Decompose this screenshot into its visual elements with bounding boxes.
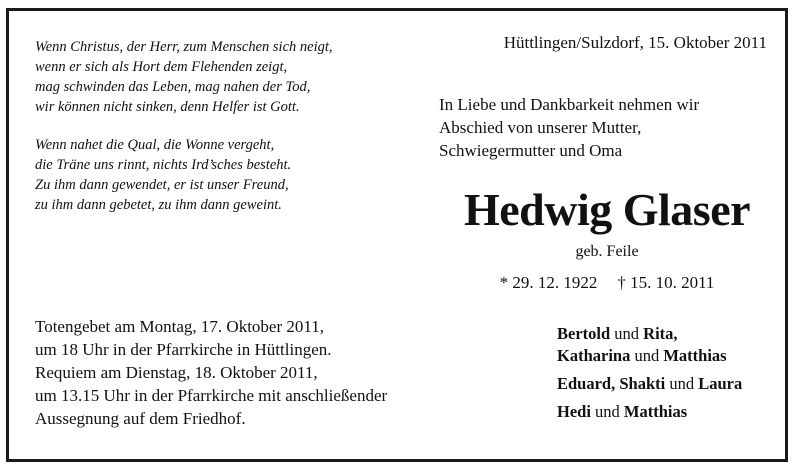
life-dates — [457, 273, 757, 293]
mourner-conjunction: und — [630, 346, 664, 365]
mourners-list — [557, 323, 742, 423]
mourner-name: Katharina — [557, 346, 631, 365]
mourner-name: Matthias — [623, 402, 688, 421]
mourner-name: Rita, — [643, 324, 678, 343]
poem-line: Wenn nahet die Qual, die Wonne vergeht, — [35, 137, 275, 153]
poem-stanza-2 — [35, 135, 291, 215]
poem-line: Wenn Christus, der Herr, zum Menschen sich neigt, — [35, 39, 333, 55]
mourner-name: Hedi — [557, 402, 591, 421]
service-line: Aussegnung auf dem Friedhof. — [35, 409, 246, 428]
birth-date: * 29. 12. 1922 — [499, 273, 598, 292]
mourner-row — [557, 401, 742, 423]
service-line: um 18 Uhr in der Pfarrkirche in Hüttlingen. — [35, 340, 332, 359]
poem-line: mag schwinden das Leben, mag nahen der Tod, — [35, 79, 311, 95]
intro-text — [439, 93, 699, 162]
deceased-name: Hedwig Glaser — [463, 184, 751, 235]
mourner-row — [557, 373, 742, 395]
intro-line: Schwiegermutter und Oma — [439, 141, 623, 160]
service-line: um 13.15 Uhr in der Pfarrkirche mit anschließender — [35, 386, 388, 405]
mourner-name: Bertold — [557, 324, 611, 343]
mourner-name: Laura — [698, 374, 743, 393]
intro-line: Abschied von unserer Mutter, — [439, 118, 642, 137]
poem-line: zu ihm dann gebetet, zu ihm dann geweint. — [35, 197, 282, 213]
mourner-row — [557, 323, 742, 345]
poem-stanza-1 — [35, 37, 333, 117]
obituary-frame — [6, 8, 788, 462]
poem-line: die Träne uns rinnt, nichts Ird’sches besteht. — [35, 157, 292, 173]
mourner-row — [557, 345, 742, 367]
mourner-name: Matthias — [663, 346, 727, 365]
mourner-conjunction: und — [665, 374, 699, 393]
place-date-line: Hüttlingen/Sulzdorf, 15. Oktober 2011 — [503, 33, 767, 52]
death-date: † 15. 10. 2011 — [617, 273, 715, 292]
poem-line: Zu ihm dann gewendet, er ist unser Freund, — [35, 177, 289, 193]
maiden-name: geb. Feile — [575, 243, 639, 260]
poem-line: wenn er sich als Hort dem Flehenden zeigt, — [35, 59, 288, 75]
mourner-name: Eduard, Shakti — [557, 374, 666, 393]
service-line: Totengebet am Montag, 17. Oktober 2011, — [35, 317, 325, 336]
poem-line: wir können nicht sinken, denn Helfer ist Gott. — [35, 99, 300, 115]
intro-line: In Liebe und Dankbarkeit nehmen wir — [439, 95, 700, 114]
service-info — [35, 315, 387, 430]
mourner-conjunction: und — [590, 402, 624, 421]
mourner-conjunction: und — [610, 324, 644, 343]
service-line: Requiem am Dienstag, 18. Oktober 2011, — [35, 363, 318, 382]
